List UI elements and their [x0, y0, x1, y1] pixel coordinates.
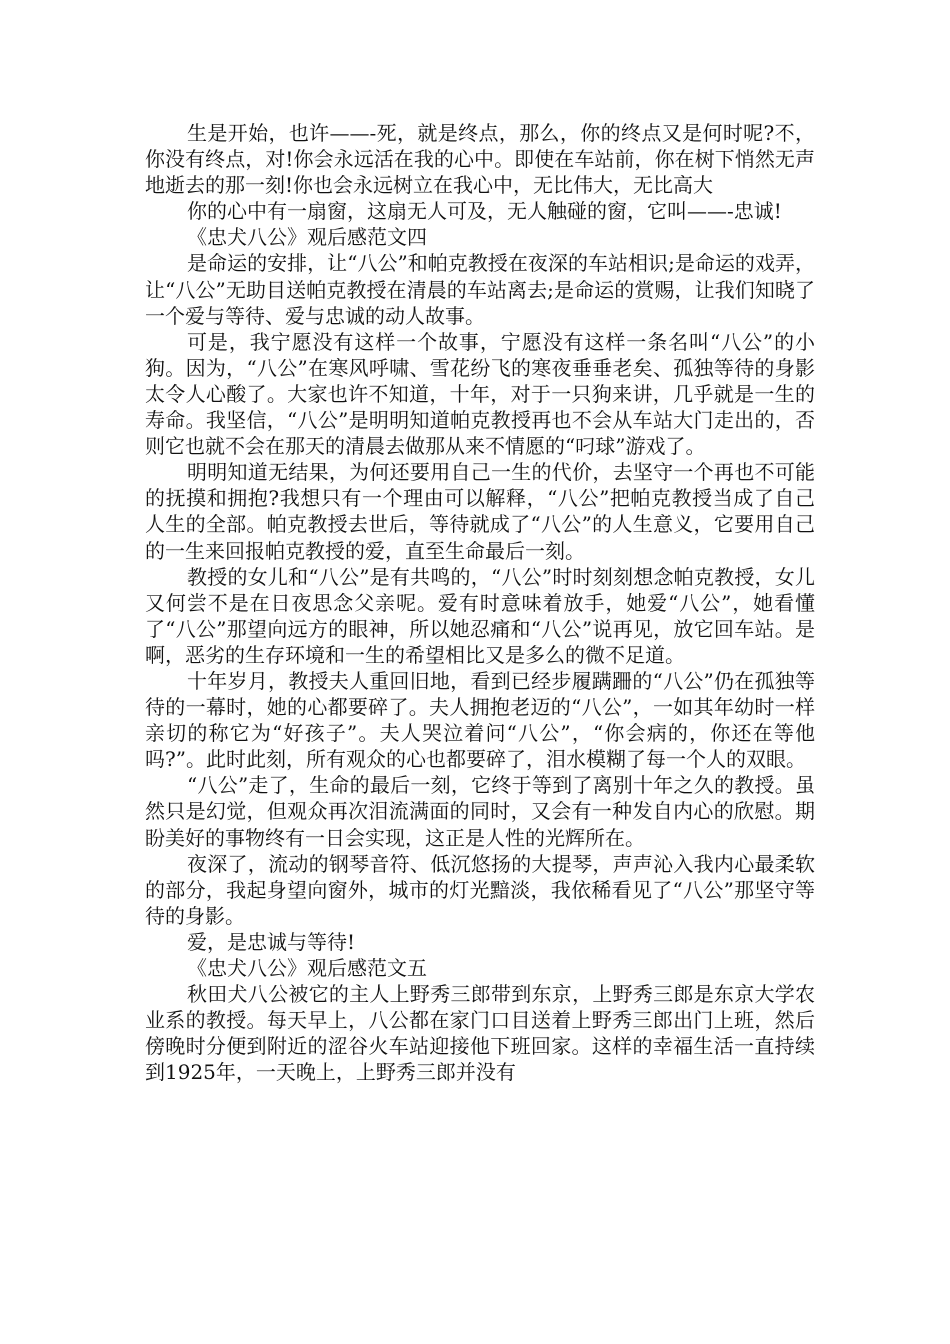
- paragraph: 教授的女儿和“八公”是有共鸣的，“八公”时时刻刻想念帕克教授，女儿又何尝不是在日夜思念父亲呢。爱有时意味着放手，她爱“八公”，她看懂了“八公”那望向远方的眼神，所以她忍痛和“八公”说再见，放它回车站。是啊，恶劣的生存环境和一生的希望相比又是多么的微不足道。: [145, 564, 815, 667]
- document-page: [145, 120, 815, 1085]
- paragraph: 是命运的安排，让“八公”和帕克教授在夜深的车站相识;是命运的戏弄，让“八公”无助目送帕克教授在清晨的车站离去;是命运的赏赐，让我们知晓了一个爱与等待、爱与忠诚的动人故事。: [145, 251, 815, 328]
- section-heading: 《忠犬八公》观后感范文四: [187, 225, 427, 250]
- paragraph: 可是，我宁愿没有这样一个故事，宁愿没有这样一条名叫“八公”的小狗。因为，“八公”在寒风呼啸、雪花纷飞的寒夜垂垂老矣、孤独等待的身影太令人心酸了。大家也许不知道，十年，对于一只狗来讲，几乎就是一生的寿命。我坚信，“八公”是明明知道帕克教授再也不会从车站大门走出的，否则它也就不会在那天的清晨去做那从来不情愿的“叼球”游戏了。: [145, 329, 815, 459]
- paragraph: 十年岁月，教授夫人重回旧地，看到已经步履蹒跚的“八公”仍在孤独等待的一幕时，她的心都要碎了。夫人拥抱老迈的“八公”，一如其年幼时一样亲切的称它为“好孩子”。夫人哭泣着问“八公”，“你会病的，你还在等他吗?”。此时此刻，所有观众的心也都要碎了，泪水模糊了每一个人的双眼。: [145, 668, 815, 772]
- paragraph: 明明知道无结果，为何还要用自己一生的代价，去坚守一个再也不可能的抚摸和拥抱?我想只有一个理由可以解释，“八公”把帕克教授当成了自己人生的全部。帕克教授去世后，等待就成了“八公”的人生意义，它要用自己的一生来回报帕克教授的爱，直至生命最后一刻。: [145, 460, 815, 563]
- paragraph: 生是开始，也许——-死，就是终点，那么，你的终点又是何时呢?不，你没有终点，对!你会永远活在我的心中。即使在车站前，你在树下悄然无声地逝去的那一刻!你也会永远树立在我心中，无比伟大，无比高大: [145, 121, 815, 198]
- paragraph: “八公”走了，生命的最后一刻，它终于等到了离别十年之久的教授。虽然只是幻觉，但观众再次泪流满面的同时，又会有一种发自内心的欣慰。期盼美好的事物终有一日会实现，这正是人性的光辉所在。: [145, 773, 815, 850]
- paragraph: 秋田犬八公被它的主人上野秀三郎带到东京，上野秀三郎是东京大学农业系的教授。每天早上，八公都在家门口目送着上野秀三郎出门上班，然后傍晚时分便到附近的涩谷火车站迎接他下班回家。这样的幸福生活一直持续到1925年，一天晚上，上野秀三郎并没有: [145, 982, 815, 1085]
- paragraph: 爱，是忠诚与等待!: [187, 929, 356, 954]
- paragraph: 你的心中有一扇窗，这扇无人可及，无人触碰的窗，它叫——-忠诚!: [187, 199, 782, 224]
- paragraph: 夜深了，流动的钢琴音符、低沉悠扬的大提琴，声声沁入我内心最柔软的部分，我起身望向窗外，城市的灯光黯淡，我依稀看见了“八公”那坚守等待的身影。: [145, 851, 815, 928]
- section-heading: 《忠犬八公》观后感范文五: [187, 956, 427, 980]
